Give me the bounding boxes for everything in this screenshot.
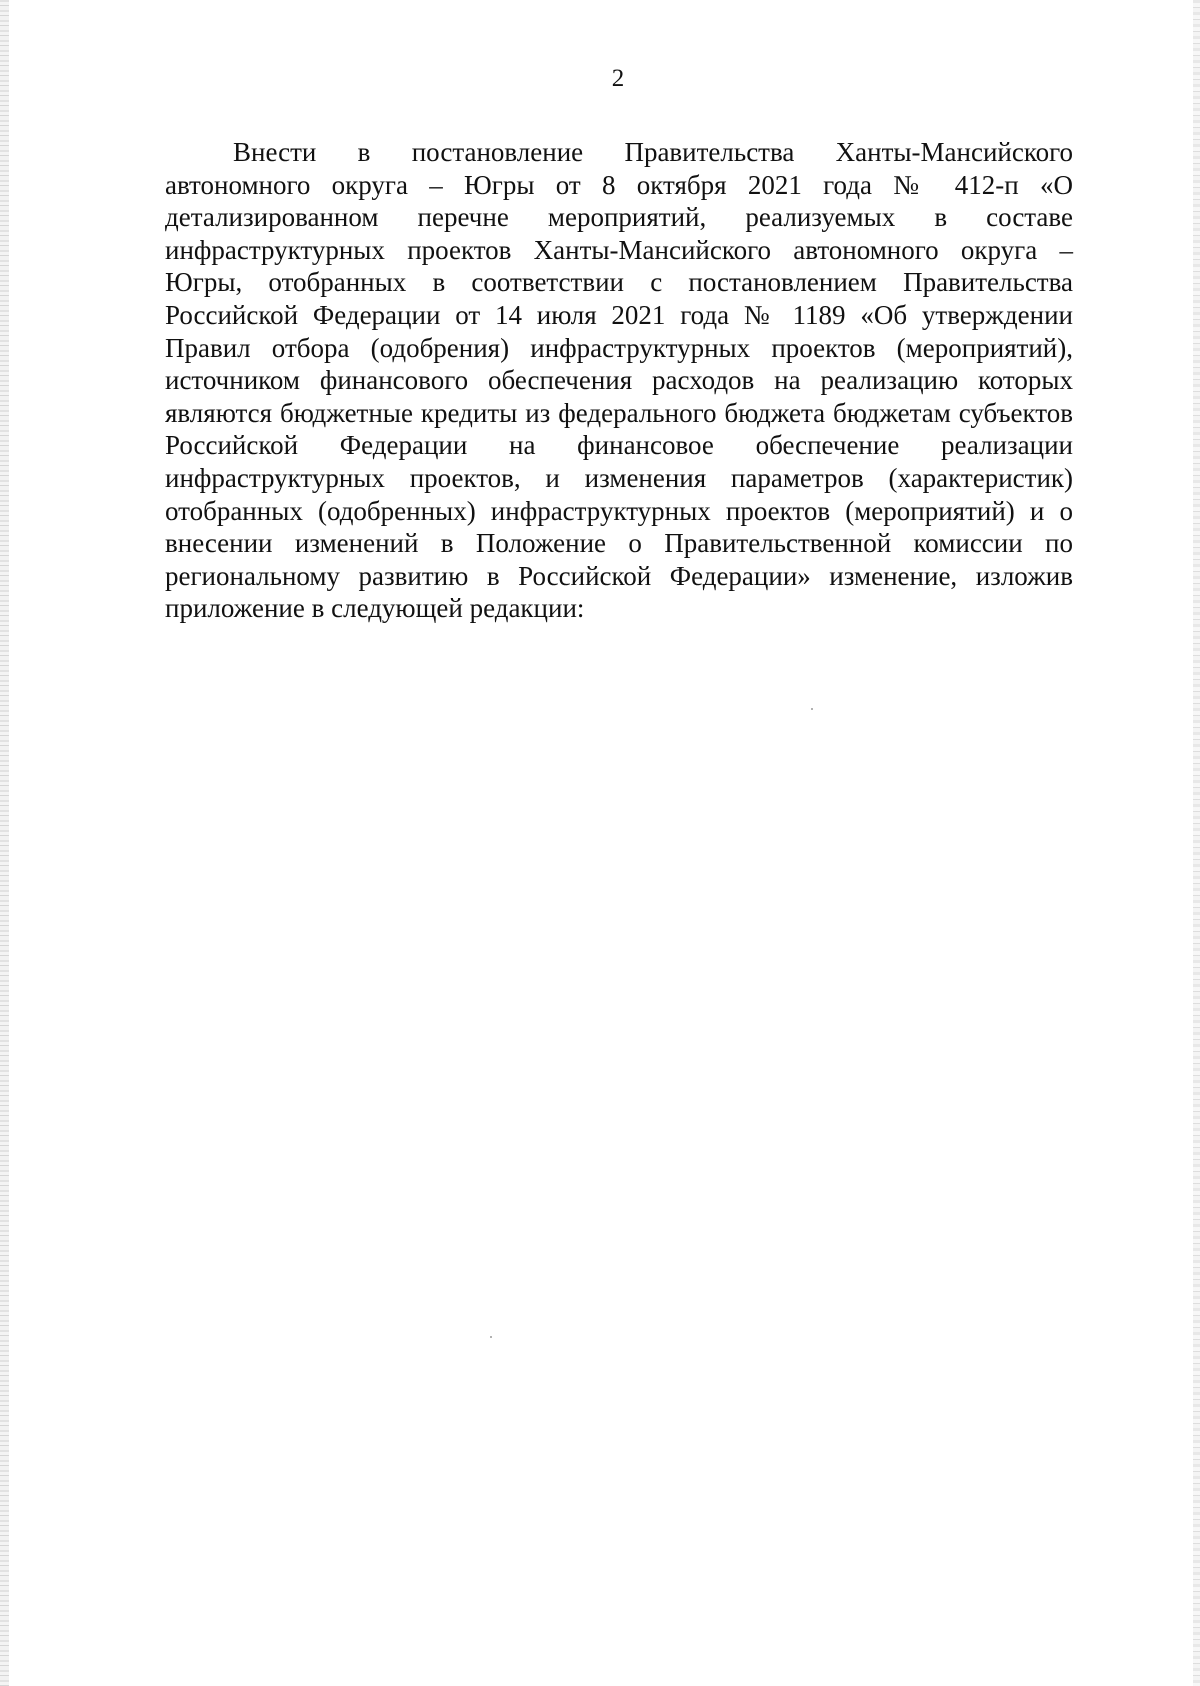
- scan-edge-right: [1193, 0, 1200, 1686]
- page-number: 2: [611, 65, 625, 92]
- scan-edge-left: [0, 0, 9, 1686]
- scan-speck: [490, 1336, 492, 1338]
- scan-speck: [811, 708, 813, 710]
- body-paragraph: Внести в постановление Правительства Ханты-Мансийского автономного округа – Югры от 8 октября 2021 года № 412-п «О детализированном перечне мероприятий, реализуемых в составе инфраструктурных проектов Ханты-Мансийского автономного округа – Югры, отобранных в соответствии с постановлением Правительства Российской Федерации от 14 июля 2021 года № 1189 «Об утверждении Правил отбора (одобрения) инфраструктурных проектов (мероприятий), источником финансового обеспечения расходов на реализацию которых являются бюджетные кредиты из федерального бюджета бюджетам субъектов Российской Федерации на финансовое обеспечение реализации инфраструктурных проектов, и изменения параметров (характеристик) отобранных (одобренных) инфраструктурных проектов (мероприятий) и о внесении изменений в Положение о Правительственной комиссии по региональному развитию в Российской Федерации» изменение, изложив приложение в следующей редакции:: [165, 137, 1073, 624]
